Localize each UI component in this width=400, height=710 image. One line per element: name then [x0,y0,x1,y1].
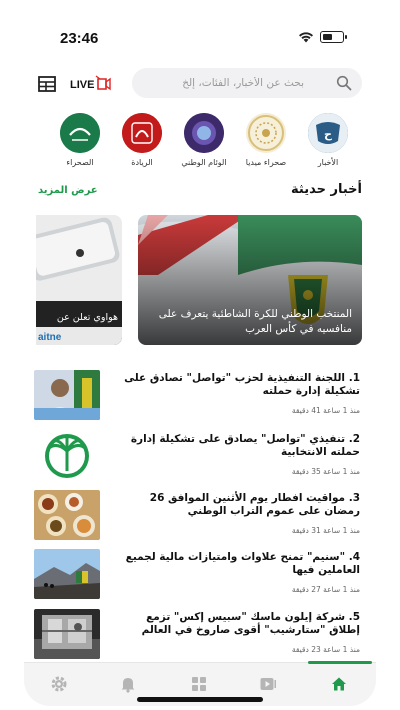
alwiam-logo-icon [184,113,224,153]
news-item[interactable] [34,609,360,661]
news-time: منذ 1 ساعة 23 دقيقة [291,645,360,654]
featured-card-side[interactable] [36,215,122,345]
bell-icon[interactable] [119,675,137,693]
news-item[interactable] [34,431,360,483]
news-item[interactable] [34,490,360,542]
featured-card-main[interactable] [138,215,362,345]
channel-sahara-media[interactable] [236,113,296,167]
politician-photo [34,370,100,420]
grid-icon[interactable] [190,675,208,693]
featured-carousel[interactable] [36,215,362,345]
featured-caption: هواوي تعلن عن [56,312,118,323]
news-time: منذ 1 ساعة 27 دقيقة [291,585,360,594]
news-time: منذ 1 ساعة 35 دقيقة [291,467,360,476]
alsahra-logo-icon [60,113,100,153]
news-time: منذ 1 ساعة 31 دقيقة [291,526,360,535]
home-indicator [137,697,263,702]
svg-text:aitne: aitne [38,332,62,343]
news-logo-icon [308,113,348,153]
rocket-photo [34,609,100,659]
status-bar [0,0,400,60]
live-tv-icon [70,73,112,95]
news-title: 5. شركة إيلون ماسك "سبيس إكس" تزمع إطلاق "ستارشيب" أقوى صاروخ في العالم [141,611,360,636]
search-icon[interactable] [336,75,352,91]
battery-icon [320,31,344,43]
channel-label: الأخبار [317,158,339,167]
food-photo [34,490,100,540]
status-time: 23:46 [60,30,99,47]
menu-grid-icon[interactable] [38,76,56,92]
channel-alriyada[interactable] [112,113,172,167]
alriyada-logo-icon [122,113,162,153]
live-label: LIVE [70,79,95,91]
news-title: 1. اللجنة التنفيذية لحزب "تواصل" تصادق على تشكيلة إدارة حملته [124,372,360,397]
channel-label: الوئام الوطني [181,158,227,167]
channel-alsahra[interactable] [50,113,110,167]
see-more-link[interactable]: عرض المزيد [38,185,98,196]
settings-icon[interactable] [50,675,68,693]
home-icon[interactable] [330,675,348,693]
channel-news[interactable] [298,113,358,167]
channel-label: الريادة [131,158,153,167]
top-bar [30,68,370,100]
news-title: 3. مواقيت افطار يوم الأثنين الموافق 26 رمضان على عموم التراب الوطني [149,492,360,517]
channel-label: الصحراء [66,158,94,167]
news-item[interactable] [34,370,360,422]
featured-caption: المنتخب الوطني للكرة الشاطئية يتعرف على منافسيه في كأس العرب [158,308,352,335]
palm-logo [34,431,100,481]
section-title: أخبار حديثة [291,182,362,197]
status-icons [298,31,344,43]
search-bar[interactable] [132,68,362,98]
channel-label: صحراء ميديا [245,158,287,167]
svg-text:ح: ح [324,128,332,141]
wifi-icon [298,31,314,43]
news-title: 4. "سنيم" تمنح علاوات وامتيازات مالية لجميع العاملين فيها [125,551,360,576]
sahara-media-logo-icon [246,113,286,153]
channel-alwiam[interactable] [174,113,234,167]
news-time: منذ 1 ساعة 41 دقيقة [291,406,360,415]
section-header [38,182,362,202]
search-input[interactable] [132,68,332,98]
channels-row [36,113,362,175]
battery-level [323,34,333,40]
news-item[interactable] [34,549,360,601]
video-icon[interactable] [259,675,277,693]
phone-photo [36,215,122,345]
news-title: 2. تنفيذي "تواصل" يصادق على تشكيلة إدارة حملته الانتخابية [130,433,360,458]
mine-photo [34,549,100,599]
active-tab-indicator [308,661,372,664]
live-button[interactable] [70,73,112,95]
